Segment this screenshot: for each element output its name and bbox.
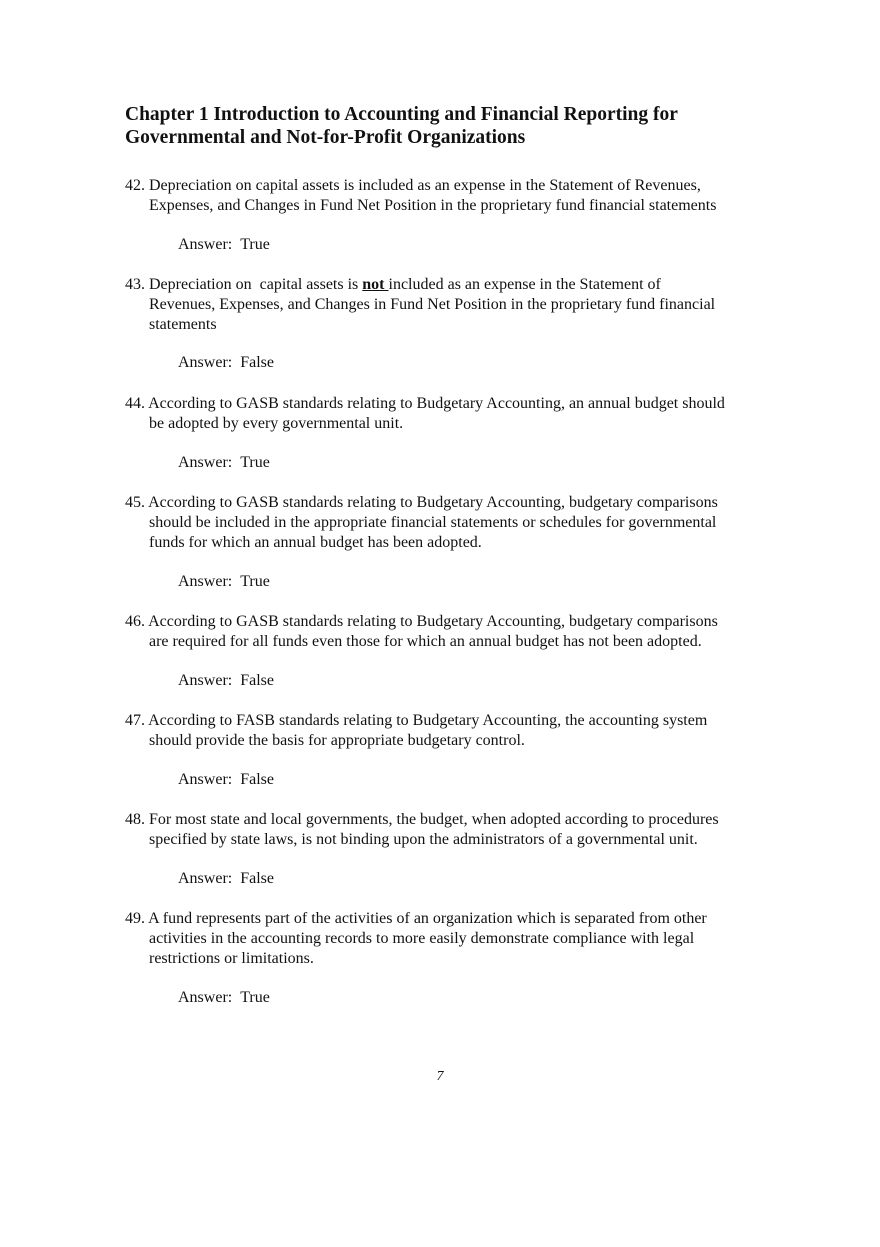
answer-value: False (240, 771, 274, 788)
question-text-line: According to GASB standards relating to Budgetary Accounting, budgetary comparisons (148, 613, 718, 630)
answer-value: True (240, 454, 270, 471)
question-text-line: According to GASB standards relating to Budgetary Accounting, an annual budget should (148, 395, 725, 412)
answer-47 (178, 770, 274, 790)
question-42 (125, 176, 785, 216)
question-text-line: should be included in the appropriate financial statements or schedules for governmental (149, 514, 717, 531)
answer-48 (178, 869, 274, 889)
answer-value: True (240, 573, 270, 590)
question-45 (125, 493, 785, 553)
answer-label: Answer: (178, 870, 233, 887)
chapter-title (125, 103, 805, 149)
answer-label: Answer: (178, 236, 233, 253)
answer-value: True (240, 236, 270, 253)
answer-42 (178, 235, 270, 255)
emphasis-not: not (362, 276, 389, 293)
question-number: 47. (125, 712, 145, 729)
answer-value: False (240, 672, 274, 689)
question-44 (125, 394, 785, 434)
question-text-segment: Depreciation on capital assets is (149, 276, 363, 293)
question-text-line: A fund represents part of the activities of an organization which is separated from other (148, 910, 707, 927)
answer-label: Answer: (178, 989, 233, 1006)
question-text-line: funds for which an annual budget has been adopted. (149, 534, 482, 551)
question-text-line: restrictions or limitations. (149, 950, 314, 967)
question-number: 49. (125, 910, 145, 927)
question-number: 44. (125, 395, 145, 412)
question-text-line: Expenses, and Changes in Fund Net Position in the proprietary fund financial statements (149, 197, 717, 214)
question-48 (125, 810, 785, 850)
question-text-line: Revenues, Expenses, and Changes in Fund Net Position in the proprietary fund financial (149, 296, 716, 313)
question-number: 42. (125, 177, 145, 194)
answer-43 (178, 353, 274, 373)
answer-value: False (240, 870, 274, 887)
answer-44 (178, 453, 270, 473)
question-text-line: According to FASB standards relating to Budgetary Accounting, the accounting system (148, 712, 708, 729)
question-text-line: are required for all funds even those for which an annual budget has not been adopted. (149, 633, 702, 650)
question-number: 43. (125, 276, 145, 293)
question-text-line: Depreciation on capital assets is included as an expense in the Statement of Revenues, (149, 177, 701, 194)
answer-value: False (240, 354, 274, 371)
answer-value: True (240, 989, 270, 1006)
answer-49 (178, 988, 270, 1008)
question-text-line: be adopted by every governmental unit. (149, 415, 404, 432)
question-number: 45. (125, 494, 145, 511)
question-text-line: According to GASB standards relating to Budgetary Accounting, budgetary comparisons (148, 494, 718, 511)
question-text-line: For most state and local governments, the budget, when adopted according to procedures (149, 811, 719, 828)
chapter-title-line-2: Governmental and Not-for-Profit Organizations (125, 127, 526, 148)
answer-label: Answer: (178, 771, 233, 788)
question-text-line: should provide the basis for appropriate budgetary control. (149, 732, 525, 749)
question-49 (125, 909, 785, 969)
question-47 (125, 711, 785, 751)
answer-45 (178, 572, 270, 592)
chapter-title-line-1: Chapter 1 Introduction to Accounting and Financial Reporting for (125, 104, 678, 125)
question-text-line: activities in the accounting records to more easily demonstrate compliance with legal (149, 930, 695, 947)
answer-46 (178, 671, 274, 691)
question-number: 46. (125, 613, 145, 630)
question-text-line: statements (149, 316, 217, 333)
answer-label: Answer: (178, 573, 233, 590)
question-43 (125, 275, 785, 335)
answer-label: Answer: (178, 354, 233, 371)
question-text-line: specified by state laws, is not binding upon the administrators of a governmental unit. (149, 831, 698, 848)
question-text-segment: included as an expense in the Statement of (388, 276, 661, 293)
question-46 (125, 612, 785, 652)
answer-label: Answer: (178, 672, 233, 689)
answer-label: Answer: (178, 454, 233, 471)
page-number: 7 (436, 1069, 444, 1084)
question-number: 48. (125, 811, 145, 828)
